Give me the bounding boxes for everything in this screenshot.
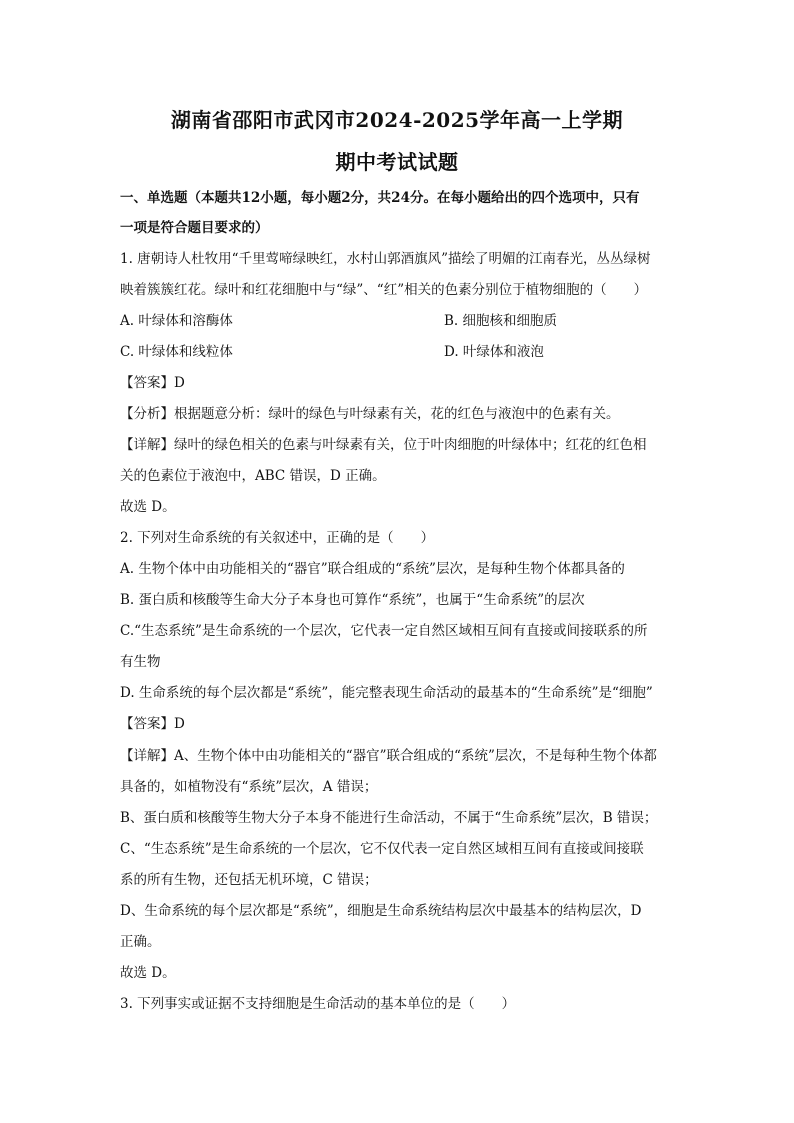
q2-detail-line2: 具备的，如植物没有“系统”层次，A 错误； [120,779,378,795]
q2-conclusion: 故选 D。 [120,965,176,981]
q2-option-c-line2: 有生物 [120,654,161,670]
q1-option-a: A. 叶绿体和溶酶体 [120,313,233,329]
q2-detail-line6: D、生命系统的每个层次都是“系统”，细胞是生命系统结构层次中最基本的结构层次，D [120,903,642,919]
q1-detail-line1: 【详解】绿叶的绿色相关的色素与叶绿素有关，位于叶肉细胞的叶绿体中；红花的红色相 [120,437,647,453]
q2-option-c-line1: C.“生态系统”是生命系统的一个层次，它代表一定自然区域相互间有直接或间接联系的所 [120,623,648,639]
q1-stem-line1: 1. 唐朝诗人杜牧用“千里莺啼绿映红，水村山郭酒旗风”描绘了明媚的江南春光，丛丛绿树 [120,251,651,267]
q1-answer: 【答案】D [120,375,185,391]
q2-option-b: B. 蛋白质和核酸等生命大分子本身也可算作“系统”，也属于“生命系统”的层次 [120,592,585,608]
q1-detail-line2: 关的色素位于液泡中，ABC 错误，D 正确。 [120,468,386,484]
q3-stem: 3. 下列事实或证据不支持细胞是生命活动的基本单位的是（ ） [120,996,516,1012]
q2-detail-line1: 【详解】A、生物个体中由功能相关的“器官”联合组成的“系统”层次，不是每种生物个体都 [120,748,657,764]
q1-analysis: 【分析】根据题意分析：绿叶的绿色与叶绿素有关，花的红色与液泡中的色素有关。 [120,406,620,422]
q1-option-d: D. 叶绿体和液泡 [444,344,544,360]
q2-option-a: A. 生物个体中由功能相关的“器官”联合组成的“系统”层次，是每种生物个体都具备的 [120,561,625,577]
q2-stem: 2. 下列对生命系统的有关叙述中，正确的是（ ） [120,530,435,546]
q1-stem-line2: 映着簇簇红花。绿叶和红花细胞中与“绿”、“红”相关的色素分别位于植物细胞的（ ） [120,282,648,298]
q2-option-d: D. 生命系统的每个层次都是“系统”，能完整表现生命活动的最基本的“生命系统”是“细胞” [120,685,653,701]
q2-detail-line7: 正确。 [120,934,161,950]
document-title-line2: 期中考试试题 [335,150,459,174]
section-heading-line1: 一、单选题（本题共12小题，每小题2分，共24分。在每小题给出的四个选项中，只有 [120,190,640,206]
q1-option-b: B. 细胞核和细胞质 [444,313,558,329]
q2-detail-line5: 系的所有生物，还包括无机环境，C 错误； [120,872,378,888]
q1-conclusion: 故选 D。 [120,499,176,515]
q2-detail-line4: C、“生态系统”是生命系统的一个层次，它不仅代表一定自然区域相互间有直接或间接联 [120,841,644,857]
q2-answer: 【答案】D [120,716,185,732]
document-title-line1: 湖南省邵阳市武冈市2024-2025学年高一上学期 [170,108,624,132]
section-heading-line2: 一项是符合题目要求的） [120,220,269,236]
q2-detail-line3: B、蛋白质和核酸等生物大分子本身不能进行生命活动，不属于“生命系统”层次，B 错误； [120,810,658,826]
q1-option-c: C. 叶绿体和线粒体 [120,344,233,360]
